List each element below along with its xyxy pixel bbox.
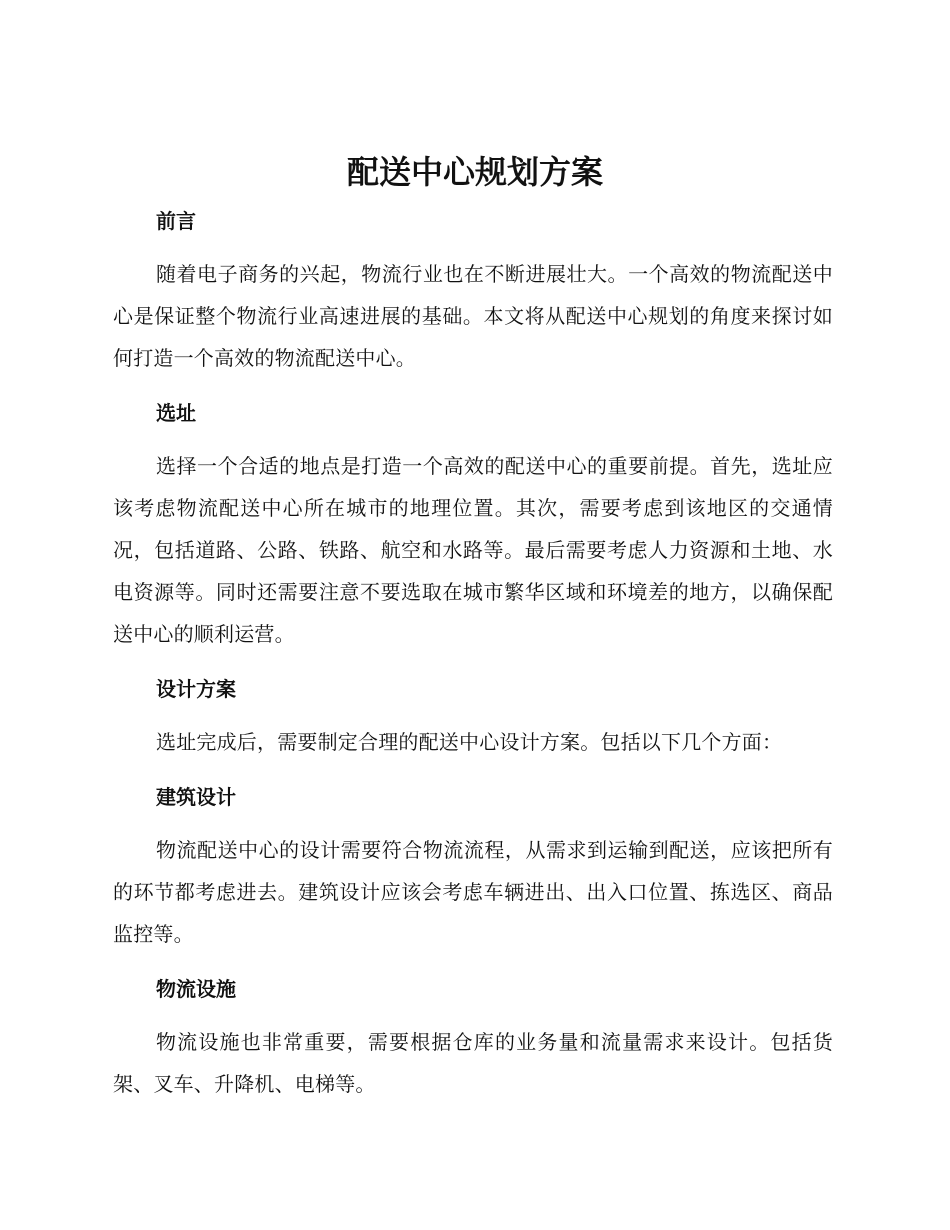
section-heading-site: 选址 (156, 401, 196, 425)
document-body (113, 201, 833, 1105)
section-body-building: 物流配送中心的设计需要符合物流流程，从需求到运输到配送，应该把所有的环节都考虑进去。建筑设计应该会考虑车辆进出、出入口位置、拣选区、商品监控等。 (113, 838, 833, 946)
section-body-site: 选择一个合适的地点是打造一个高效的配送中心的重要前提。首先，选址应该考虑物流配送中心所在城市的地理位置。其次，需要考虑到该地区的交通情况，包括道路、公路、铁路、航空和水路等。最后需要考虑人力资源和土地、水电资源等。同时还需要注意不要选取在城市繁华区域和环境差的地方，以确保配送中心的顺利运营。 (113, 454, 833, 646)
section-heading-preface: 前言 (156, 209, 196, 233)
section-body-preface: 随着电子商务的兴起，物流行业也在不断进展壮大。一个高效的物流配送中心是保证整个物流行业高速进展的基础。本文将从配送中心规划的角度来探讨如何打造一个高效的物流配送中心。 (113, 262, 833, 370)
section-body-facilities: 物流设施也非常重要，需要根据仓库的业务量和流量需求来设计。包括货架、叉车、升降机、电梯等。 (113, 1030, 833, 1096)
section-heading-building: 建筑设计 (156, 785, 236, 809)
section-heading-design: 设计方案 (156, 677, 236, 701)
document-title: 配送中心规划方案 (346, 153, 603, 191)
section-body-design: 选址完成后，需要制定合理的配送中心设计方案。包括以下几个方面： (156, 730, 783, 754)
section-heading-facilities: 物流设施 (156, 977, 236, 1001)
